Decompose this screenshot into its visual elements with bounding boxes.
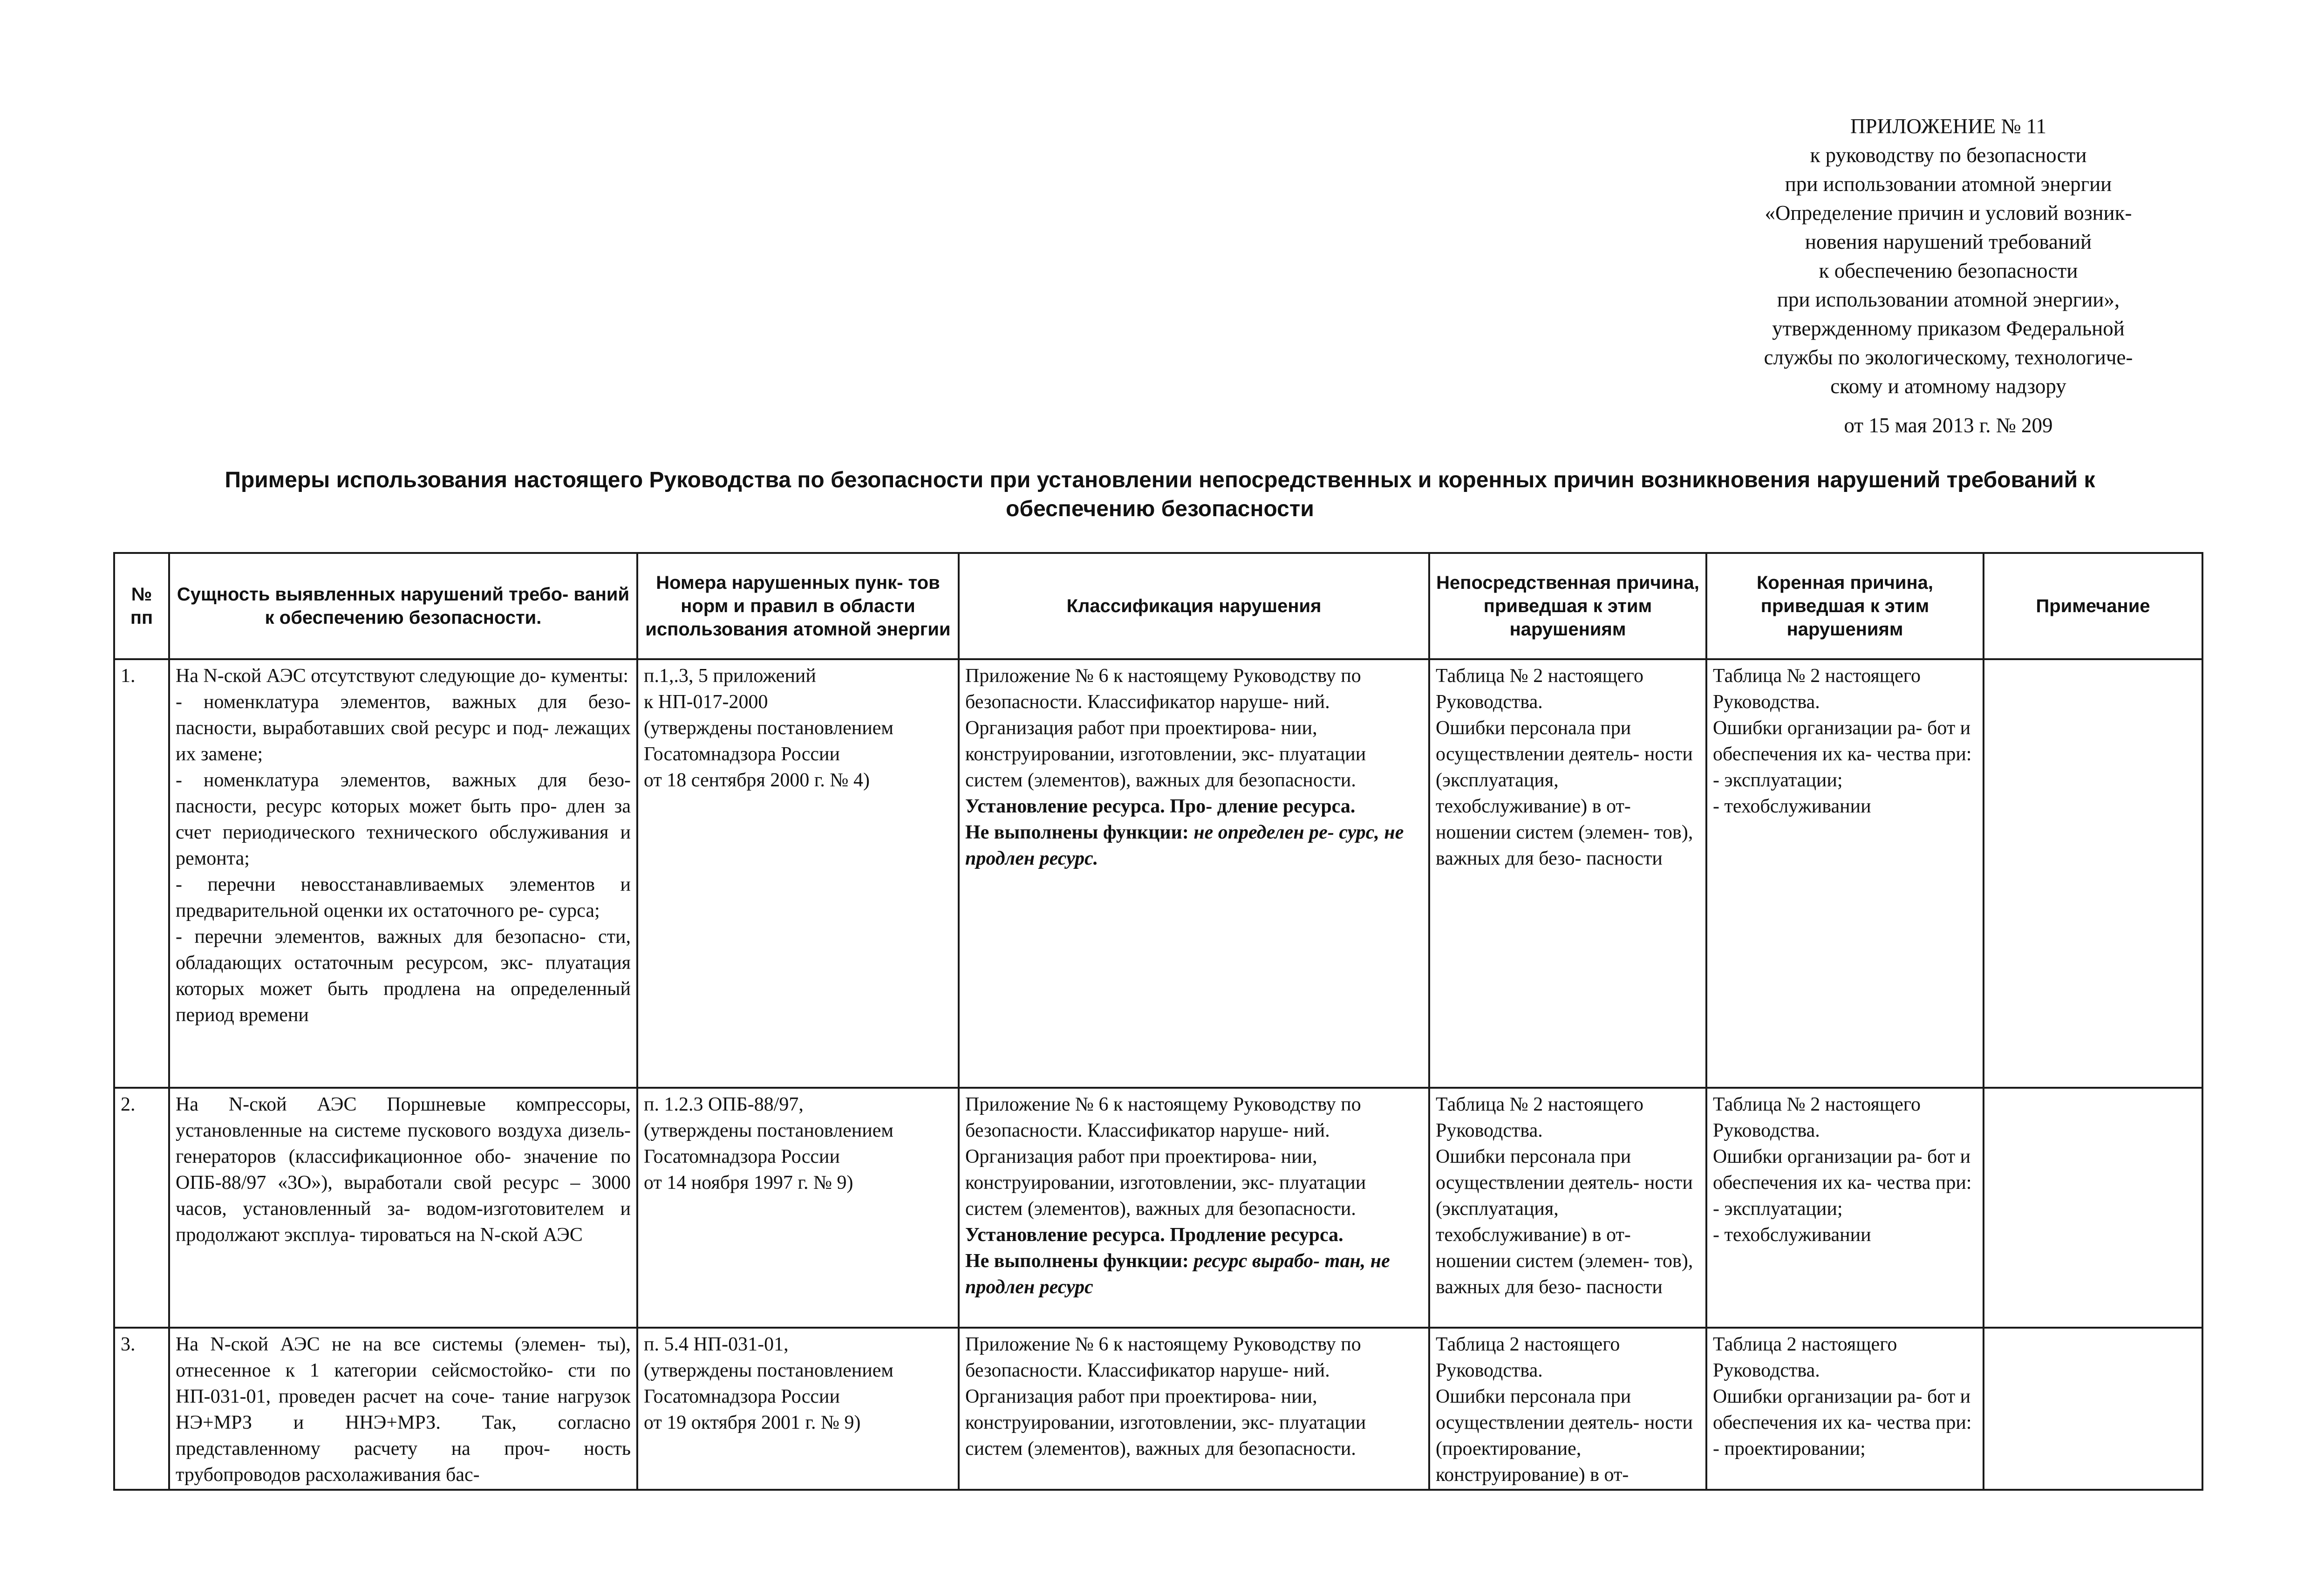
violation-essence-cell [169, 1088, 637, 1328]
title-line-2: обеспечению безопасности [1006, 497, 1314, 521]
root-cause-cell [1706, 1328, 1984, 1490]
column-header-num: № пп [114, 553, 169, 659]
classification-text: Приложение № 6 к настоящему Руководству по безопасности. Классификатор наруше- ний. Организация работ при проектирова- нии, конструировании, изготовлении, экс- плуатации систем (элементов), важных для безопасности. [965, 665, 1366, 791]
functions-value: ресурс вырабо- тан, не продлен ресурс [965, 1250, 1390, 1298]
document-title [112, 466, 2208, 524]
root-cause-line: - техобслуживании [1713, 796, 1871, 817]
classification-cell [959, 1088, 1429, 1328]
norms-line: (утверждены постановлением Госатомнадзора России [644, 1120, 893, 1167]
column-header-classification: Классификация нарушения [959, 553, 1429, 659]
norms-line: от 19 октября 2001 г. № 9) [644, 1412, 861, 1433]
violated-norms-cell [637, 1088, 959, 1328]
violation-essence-cell [169, 1328, 637, 1490]
norms-line: от 14 ноября 1997 г. № 9) [644, 1172, 853, 1194]
functions-value: не определен ре- сурс, не продлен ресурс. [965, 822, 1404, 869]
direct-cause-line: Таблица 2 настоящего Руководства. [1436, 1334, 1620, 1381]
norms-line: к НП-017-2000 [644, 691, 768, 713]
root-cause-line: - эксплуатации; [1713, 1198, 1843, 1220]
violated-norms-cell [637, 1328, 959, 1490]
table-row [114, 1328, 2202, 1490]
unfulfilled-functions [965, 1248, 1423, 1300]
root-cause-cell [1706, 659, 1984, 1088]
column-header-norms: Номера нарушенных пунк- тов норм и правил в области использования атомной энергии [637, 553, 959, 659]
essence-paragraph: - номенклатура элементов, важных для безо- пасности, ресурс которых может быть про- длен за счет периодического технического обслуживания и ремонта; [176, 770, 631, 869]
appendix-header [1686, 112, 2210, 440]
root-cause-line: Таблица 2 настоящего Руководства. [1713, 1334, 1897, 1381]
essence-paragraph: - номенклатура элементов, важных для безо- пасности, выработавших свой ресурс и под- лежащих их замене; [176, 691, 631, 765]
header-line: «Определение причин и условий возник- [1765, 201, 2132, 225]
essence-paragraph: На N-ской АЭС Поршневые компрессоры, установленные на системе пускового воздуха дизель-генераторов (классификационное обо- значение по ОПБ-88/97 «3О»), выработали свой ресурс – 3000 часов, установленный за- водом-изготовителем и продолжают эксплуа- тироваться на N-ской АЭС [176, 1094, 631, 1246]
column-header-essence: Сущность выявленных нарушений требо- ваний к обеспечению безопасности. [169, 553, 637, 659]
examples-table [113, 552, 2203, 1491]
row-number: 2. [114, 1088, 169, 1328]
header-line: службы по экологическому, технологиче- [1764, 346, 2133, 369]
note-cell [1984, 1088, 2202, 1328]
root-cause-line: - техобслуживании [1713, 1224, 1871, 1246]
title-line-1: Примеры использования настоящего Руководства по безопасности при установлении непосредственных и коренных причин возникновения нарушений требований к [225, 468, 2095, 492]
direct-cause-cell [1429, 1088, 1706, 1328]
direct-cause-cell [1429, 659, 1706, 1088]
header-line: утвержденному приказом Федеральной [1772, 317, 2125, 340]
classification-cell [959, 1328, 1429, 1490]
violation-essence-cell [169, 659, 637, 1088]
norms-line: от 18 сентября 2000 г. № 4) [644, 770, 870, 791]
column-header-root-cause: Коренная причина, приведшая к этим нарушениям [1706, 553, 1984, 659]
root-cause-line: - эксплуатации; [1713, 770, 1843, 791]
essence-paragraph: На N-ской АЭС не на все системы (элемен- ты), отнесенное к 1 категории сейсмостойко- сти по НП-031-01, проведен расчет на соче- тание нагрузок НЭ+МРЗ и ННЭ+МРЗ. Так, согласно представленному расчету на проч- ность трубопроводов расхолаживания бас- [176, 1334, 631, 1486]
essence-paragraph: - перечни элементов, важных для безопасно- сти, обладающих остаточным ресурсом, экс- плуатация которых может быть продлена на определенный период времени [176, 926, 631, 1026]
essence-paragraph: - перечни невосстанавливаемых элементов и предварительной оценки их остаточного ре- сурса; [176, 874, 631, 921]
classification-text: Приложение № 6 к настоящему Руководству по безопасности. Классификатор наруше- ний. Организация работ при проектирова- нии, конструировании, изготовлении, экс- плуатации систем (элементов), важных для безопасности. [965, 1334, 1366, 1460]
functions-label: Не выполнены функции: [965, 1250, 1189, 1272]
essence-paragraph: На N-ской АЭС отсутствуют следующие до- кументы: [176, 665, 628, 687]
column-header-direct-cause: Непосредственная причина, приведшая к этим нарушениям [1429, 553, 1706, 659]
note-cell [1984, 1328, 2202, 1490]
root-cause-line: Ошибки организации ра- бот и обеспечения их ка- чества при: [1713, 1146, 1972, 1194]
row-number: 1. [114, 659, 169, 1088]
classification-cell [959, 659, 1429, 1088]
violated-norms-cell [637, 659, 959, 1088]
direct-cause-line: Ошибки персонала при осуществлении деятель- ности (эксплуатация, техобслуживание) в от- ношении систем (элемен- тов), важных для безо- пасности [1436, 1146, 1693, 1298]
table-row [114, 1088, 2202, 1328]
direct-cause-line: Ошибки персонала при осуществлении деятель- ности (проектирование, конструирование) в от- [1436, 1386, 1693, 1486]
norms-line: п. 5.4 НП-031-01, [644, 1334, 789, 1355]
classification-bold: Установление ресурса. Про- дление ресурса. [965, 796, 1356, 817]
norms-line: п.1,.3, 5 приложений [644, 665, 816, 687]
functions-label: Не выполнены функции: [965, 822, 1189, 843]
root-cause-cell [1706, 1088, 1984, 1328]
header-line: скому и атомному надзору [1830, 375, 2066, 398]
header-date: от 15 мая 2013 г. № 209 [1844, 414, 2053, 437]
root-cause-line: Таблица № 2 настоящего Руководства. [1713, 1094, 1921, 1141]
unfulfilled-functions [965, 819, 1423, 872]
root-cause-line: Таблица № 2 настоящего Руководства. [1713, 665, 1921, 713]
row-number: 3. [114, 1328, 169, 1490]
direct-cause-line: Таблица № 2 настоящего Руководства. [1436, 1094, 1643, 1141]
direct-cause-line: Ошибки персонала при осуществлении деятель- ности (эксплуатация, техобслуживание) в от- ношении систем (элемен- тов), важных для безо- пасности [1436, 717, 1693, 869]
header-line: при использовании атомной энергии [1785, 172, 2112, 196]
header-line: к руководству по безопасности [1810, 143, 2087, 167]
direct-cause-cell [1429, 1328, 1706, 1490]
table-row [114, 659, 2202, 1088]
norms-line: (утверждены постановлением Госатомнадзора России [644, 717, 893, 765]
header-line: новения нарушений требований [1805, 230, 2092, 253]
direct-cause-line: Таблица № 2 настоящего Руководства. [1436, 665, 1643, 713]
header-line: ПРИЛОЖЕНИЕ № 11 [1850, 115, 2046, 138]
root-cause-line: - проектировании; [1713, 1438, 1866, 1460]
header-line: к обеспечению безопасности [1819, 259, 2078, 282]
norms-line: п. 1.2.3 ОПБ-88/97, [644, 1094, 804, 1115]
table-header-row [114, 553, 2202, 659]
classification-bold: Установление ресурса. Продление ресурса. [965, 1224, 1343, 1246]
note-cell [1984, 659, 2202, 1088]
header-line: при использовании атомной энергии», [1777, 288, 2120, 311]
norms-line: (утверждены постановлением Госатомнадзора России [644, 1360, 893, 1407]
column-header-note: Примечание [1984, 553, 2202, 659]
classification-text: Приложение № 6 к настоящему Руководству по безопасности. Классификатор наруше- ний. Организация работ при проектирова- нии, конструировании, изготовлении, экс- плуатации систем (элементов), важных для безопасности. [965, 1094, 1366, 1220]
root-cause-line: Ошибки организации ра- бот и обеспечения их ка- чества при: [1713, 1386, 1972, 1433]
root-cause-line: Ошибки организации ра- бот и обеспечения их ка- чества при: [1713, 717, 1972, 765]
